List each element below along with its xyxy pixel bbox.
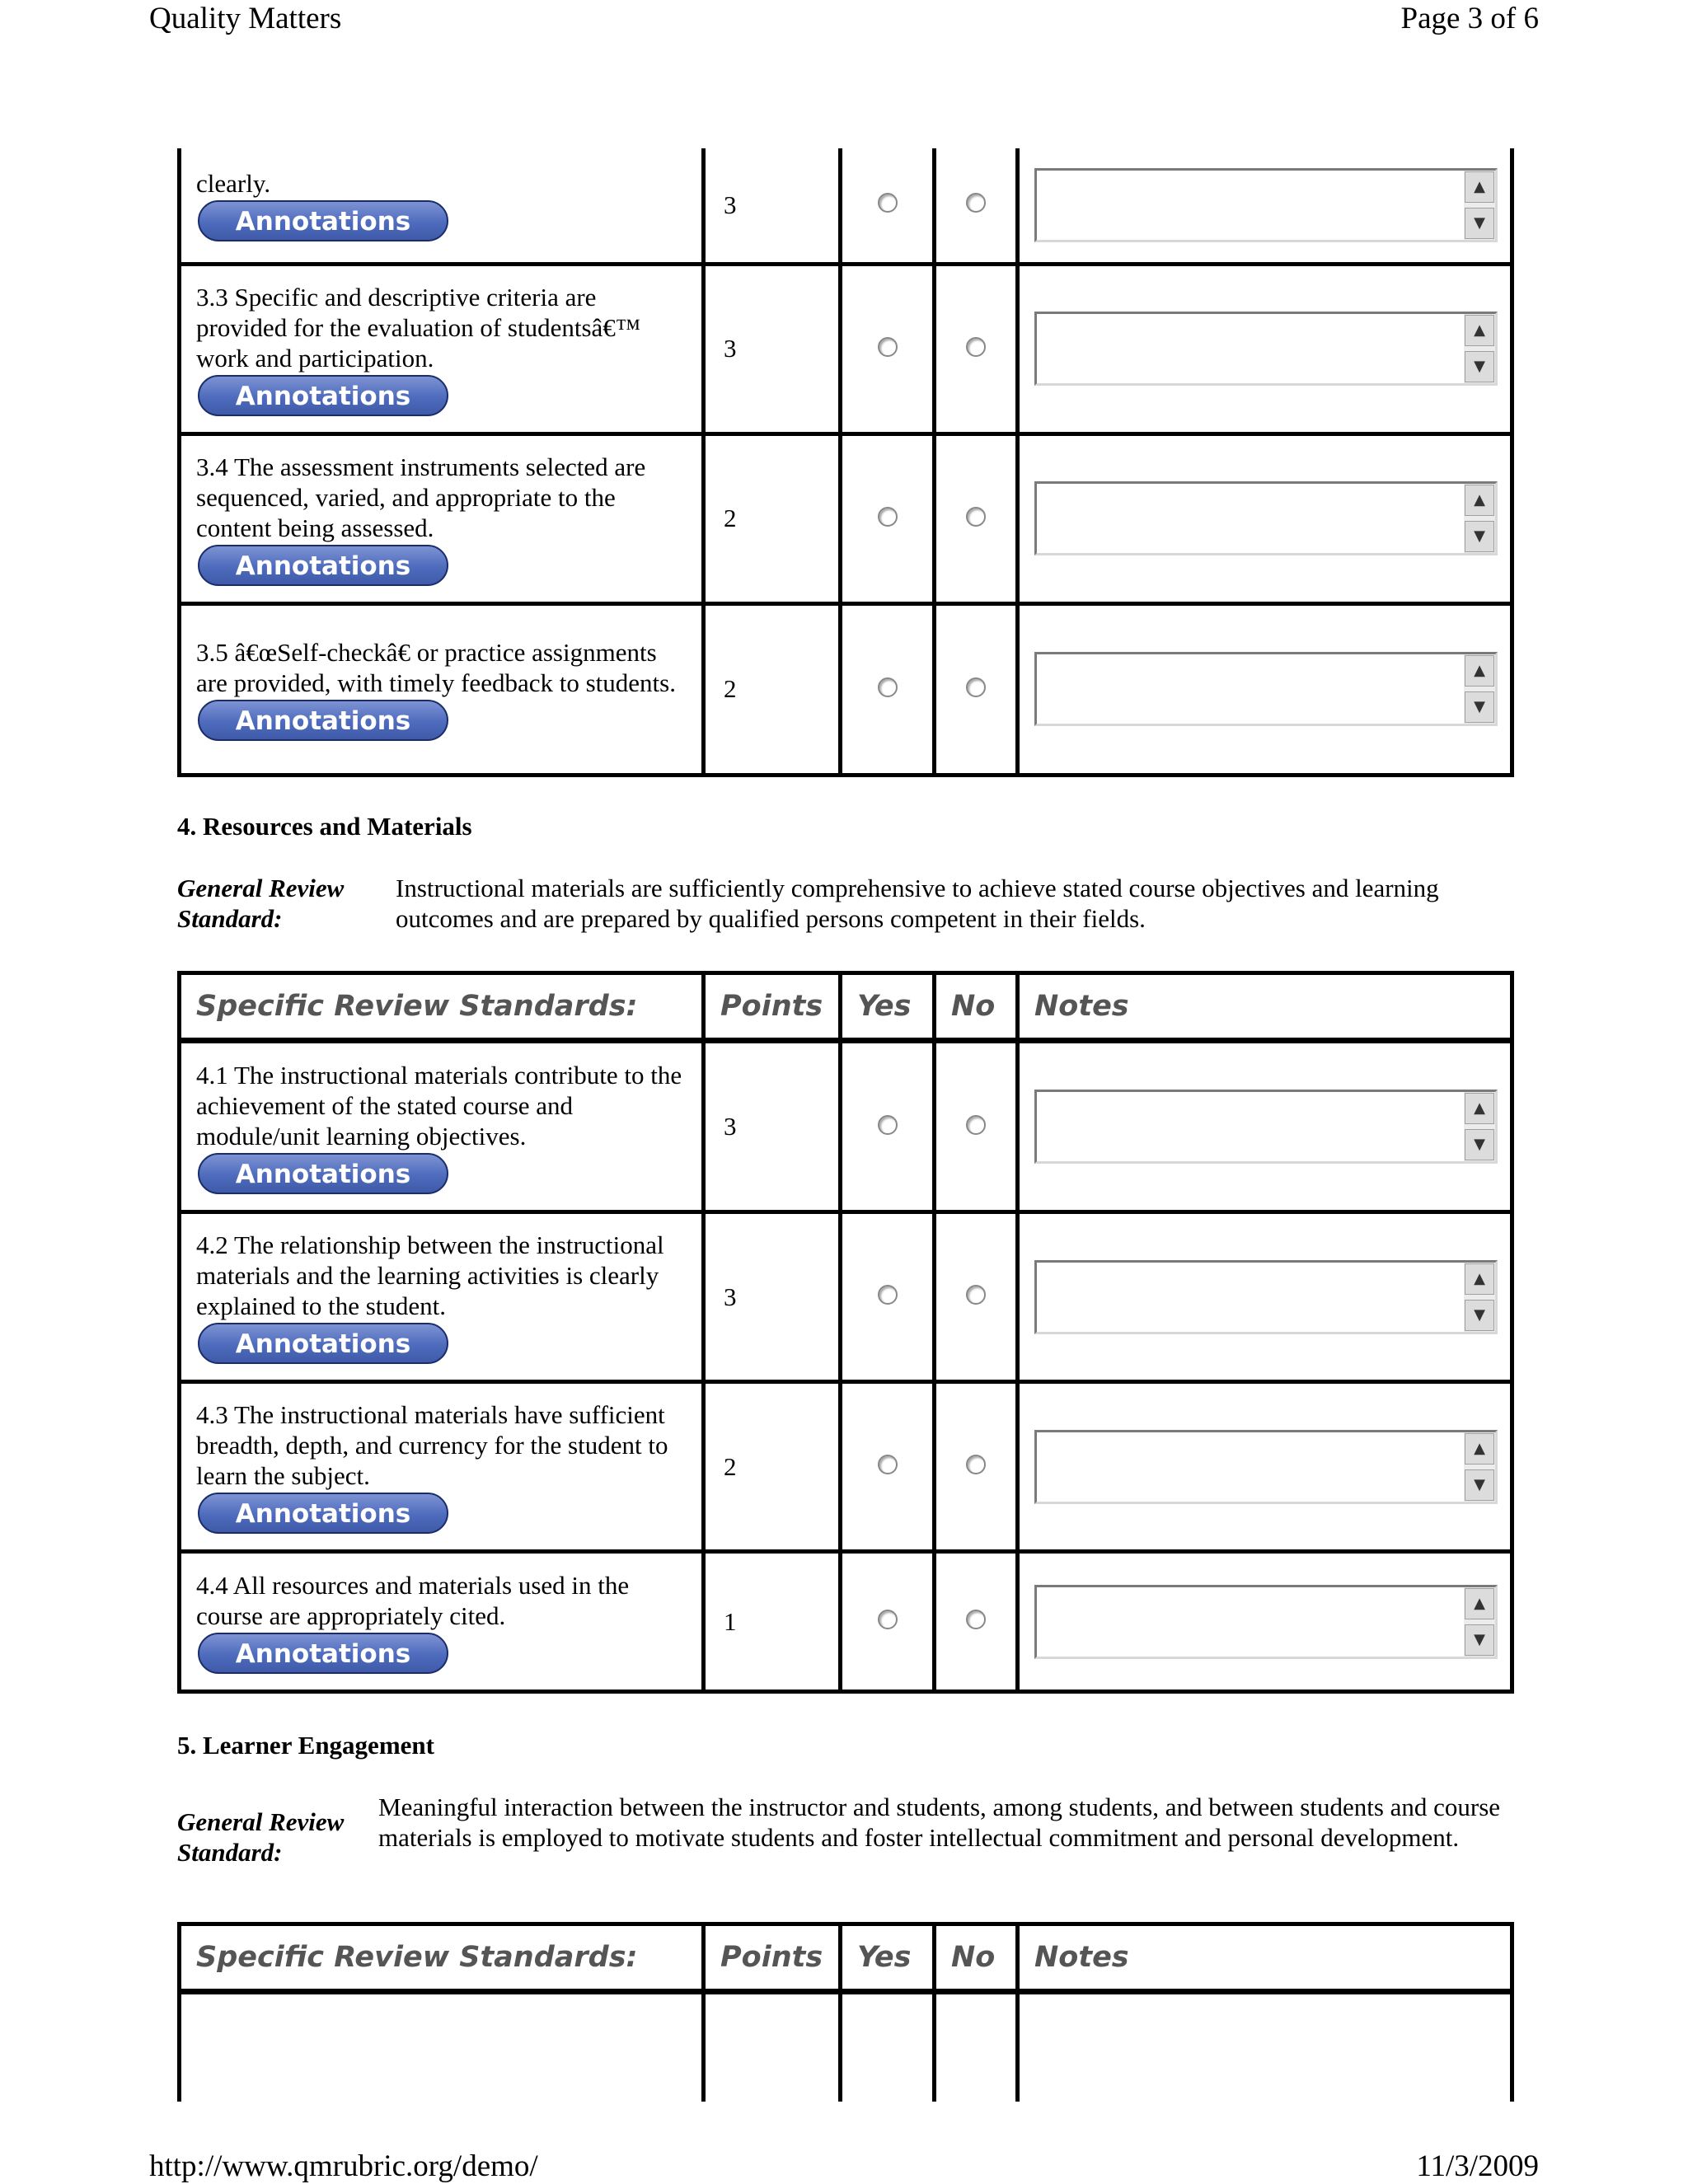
points-value: 2 — [724, 674, 737, 703]
notes-textarea[interactable] — [1034, 481, 1498, 555]
section3-table — [177, 148, 1514, 777]
standard-text: 4.1 The instructional materials contribute to the achievement of the stated course and module/unit learning objectives. — [196, 1060, 682, 1151]
annotations-button[interactable]: Annotations — [198, 1633, 448, 1674]
standard-text: 3.3 Specific and descriptive criteria are provided for the evaluation of studentsâ€™ work and participation. — [196, 282, 641, 373]
standard-cell — [180, 603, 704, 775]
points-cell — [704, 264, 841, 434]
points-cell — [704, 434, 841, 603]
scroll-up-icon[interactable]: ▲ — [1465, 1263, 1494, 1295]
col-yes: Yes — [841, 1924, 935, 1992]
scrollbar[interactable] — [1464, 1587, 1495, 1657]
standard-cell — [180, 434, 704, 603]
no-cell — [935, 264, 1018, 434]
col-points: Points — [704, 973, 841, 1041]
standard-text: 3.5 â€œSelf-checkâ€ or practice assignments are provided, with timely feedback to students. — [196, 638, 676, 697]
col-notes: Notes — [1018, 1924, 1512, 1992]
yes-cell — [841, 264, 935, 434]
scroll-down-icon[interactable]: ▼ — [1465, 1469, 1494, 1501]
no-cell — [935, 434, 1018, 603]
table-row — [180, 148, 1512, 264]
yes-cell — [841, 148, 935, 264]
table-cell — [1018, 1992, 1512, 2102]
annotations-button[interactable]: Annotations — [198, 545, 448, 586]
no-cell — [935, 1552, 1018, 1692]
notes-textarea[interactable] — [1034, 1090, 1498, 1164]
scroll-down-icon[interactable]: ▼ — [1465, 1624, 1494, 1656]
table-row — [180, 1212, 1512, 1382]
scrollbar[interactable] — [1464, 1263, 1495, 1332]
scrollbar[interactable] — [1464, 1432, 1495, 1502]
notes-cell — [1018, 1382, 1512, 1552]
standard-text: clearly. — [196, 169, 271, 199]
points-value: 1 — [724, 1606, 737, 1636]
no-cell — [935, 1212, 1018, 1382]
points-cell — [704, 603, 841, 775]
no-radio[interactable] — [966, 507, 986, 527]
no-radio[interactable] — [966, 1610, 986, 1629]
standard-text: 4.2 The relationship between the instructional materials and the learning activities is clearly explained to the student. — [196, 1230, 664, 1320]
page-header-title: Quality Matters — [149, 2, 342, 35]
points-value: 2 — [724, 1451, 737, 1481]
notes-textarea[interactable] — [1034, 1430, 1498, 1504]
points-cell — [704, 1041, 841, 1212]
standard-text: 3.4 The assessment instruments selected are sequenced, varied, and appropriate to the content being assessed. — [196, 452, 646, 542]
section4-general-label: General Review Standard: — [177, 874, 345, 933]
table-cell — [935, 1992, 1018, 2102]
yes-cell — [841, 1212, 935, 1382]
table-cell — [180, 1992, 704, 2102]
notes-cell — [1018, 1552, 1512, 1692]
points-cell — [704, 1552, 841, 1692]
scroll-up-icon[interactable]: ▲ — [1465, 1433, 1494, 1465]
scroll-down-icon[interactable]: ▼ — [1465, 351, 1494, 382]
scrollbar[interactable] — [1464, 1092, 1495, 1161]
notes-cell — [1018, 148, 1512, 264]
col-notes: Notes — [1018, 973, 1512, 1041]
no-cell — [935, 1382, 1018, 1552]
scroll-down-icon[interactable]: ▼ — [1465, 691, 1494, 723]
no-radio[interactable] — [966, 337, 986, 357]
yes-cell — [841, 1041, 935, 1212]
section4-title: 4. Resources and Materials — [177, 812, 472, 841]
notes-textarea[interactable] — [1034, 168, 1498, 242]
no-radio[interactable] — [966, 677, 986, 697]
yes-radio[interactable] — [878, 677, 898, 697]
no-cell — [935, 148, 1018, 264]
notes-textarea[interactable] — [1034, 1260, 1498, 1334]
notes-textarea[interactable] — [1034, 652, 1498, 726]
section4-table — [177, 971, 1514, 1694]
standard-text: 4.3 The instructional materials have sufficient breadth, depth, and currency for the student to learn the subject. — [196, 1400, 668, 1490]
annotations-button[interactable]: Annotations — [198, 1323, 448, 1364]
annotations-button[interactable]: Annotations — [198, 1493, 448, 1534]
no-cell — [935, 603, 1018, 775]
standard-cell — [180, 1382, 704, 1552]
no-radio[interactable] — [966, 193, 986, 213]
no-radio[interactable] — [966, 1455, 986, 1474]
scrollbar[interactable] — [1464, 314, 1495, 383]
scroll-down-icon[interactable]: ▼ — [1465, 521, 1494, 552]
annotations-button[interactable]: Annotations — [198, 200, 448, 241]
notes-textarea[interactable] — [1034, 1585, 1498, 1659]
section4-general-text: Instructional materials are sufficiently comprehensive to achieve stated course objectives and learning outcomes and are prepared by qualified persons competent in their fields. — [396, 874, 1439, 933]
no-radio[interactable] — [966, 1115, 986, 1135]
col-yes: Yes — [841, 973, 935, 1041]
yes-radio[interactable] — [878, 507, 898, 527]
col-standards: Specific Review Standards: — [180, 973, 704, 1041]
section5-title: 5. Learner Engagement — [177, 1731, 434, 1760]
annotations-button[interactable]: Annotations — [198, 700, 448, 741]
standard-cell — [180, 148, 704, 264]
standard-text: 4.4 All resources and materials used in the course are appropriately cited. — [196, 1570, 630, 1630]
table-row — [180, 603, 1512, 775]
footer-date: 11/3/2009 — [1416, 2149, 1539, 2183]
standard-cell — [180, 264, 704, 434]
yes-cell — [841, 1552, 935, 1692]
table-row — [180, 1382, 1512, 1552]
table-row — [180, 264, 1512, 434]
scrollbar[interactable] — [1464, 171, 1495, 240]
col-standards: Specific Review Standards: — [180, 1924, 704, 1992]
scrollbar[interactable] — [1464, 654, 1495, 724]
table-cell — [704, 1992, 841, 2102]
col-no: No — [935, 1924, 1018, 1992]
points-value: 3 — [724, 1282, 737, 1311]
notes-cell — [1018, 1041, 1512, 1212]
table-row — [180, 1041, 1512, 1212]
scroll-down-icon[interactable]: ▼ — [1465, 1129, 1494, 1160]
scroll-down-icon[interactable]: ▼ — [1465, 1300, 1494, 1331]
points-value: 3 — [724, 334, 737, 363]
standard-cell — [180, 1552, 704, 1692]
yes-cell — [841, 603, 935, 775]
points-cell — [704, 1382, 841, 1552]
scroll-up-icon[interactable]: ▲ — [1465, 485, 1494, 516]
no-radio[interactable] — [966, 1285, 986, 1305]
section5-general-label: General Review Standard: — [177, 1807, 345, 1867]
scroll-up-icon[interactable]: ▲ — [1465, 1093, 1494, 1124]
annotations-button[interactable]: Annotations — [198, 375, 448, 416]
yes-radio[interactable] — [878, 1455, 898, 1474]
no-cell — [935, 1041, 1018, 1212]
footer-url: http://www.qmrubric.org/demo/ — [149, 2149, 538, 2183]
table-cell — [841, 1992, 935, 2102]
points-cell — [704, 1212, 841, 1382]
yes-radio[interactable] — [878, 337, 898, 357]
col-points: Points — [704, 1924, 841, 1992]
scroll-up-icon[interactable]: ▲ — [1465, 315, 1494, 346]
scroll-up-icon[interactable]: ▲ — [1465, 1588, 1494, 1619]
points-value: 2 — [724, 504, 737, 532]
section5-general-text: Meaningful interaction between the instructor and students, among students, and between students and course materials is employed to motivate students and foster intellectual commitment and personal development. — [378, 1793, 1501, 1852]
yes-cell — [841, 1382, 935, 1552]
scrollbar[interactable] — [1464, 484, 1495, 553]
yes-radio[interactable] — [878, 1285, 898, 1305]
col-no: No — [935, 973, 1018, 1041]
table-row — [180, 434, 1512, 603]
points-value: 3 — [724, 190, 737, 219]
table-row — [180, 1552, 1512, 1692]
notes-cell — [1018, 264, 1512, 434]
notes-cell — [1018, 434, 1512, 603]
scroll-down-icon[interactable]: ▼ — [1465, 208, 1494, 239]
scroll-up-icon[interactable]: ▲ — [1465, 655, 1494, 687]
notes-textarea[interactable] — [1034, 312, 1498, 386]
points-cell — [704, 148, 841, 264]
page-number: Page 3 of 6 — [1400, 2, 1539, 35]
standard-cell — [180, 1041, 704, 1212]
yes-cell — [841, 434, 935, 603]
scroll-up-icon[interactable]: ▲ — [1465, 171, 1494, 203]
section5-table — [177, 1922, 1514, 2102]
notes-cell — [1018, 603, 1512, 775]
yes-radio[interactable] — [878, 193, 898, 213]
points-value: 3 — [724, 1112, 737, 1141]
annotations-button[interactable]: Annotations — [198, 1153, 448, 1194]
yes-radio[interactable] — [878, 1115, 898, 1135]
notes-cell — [1018, 1212, 1512, 1382]
yes-radio[interactable] — [878, 1610, 898, 1629]
standard-cell — [180, 1212, 704, 1382]
